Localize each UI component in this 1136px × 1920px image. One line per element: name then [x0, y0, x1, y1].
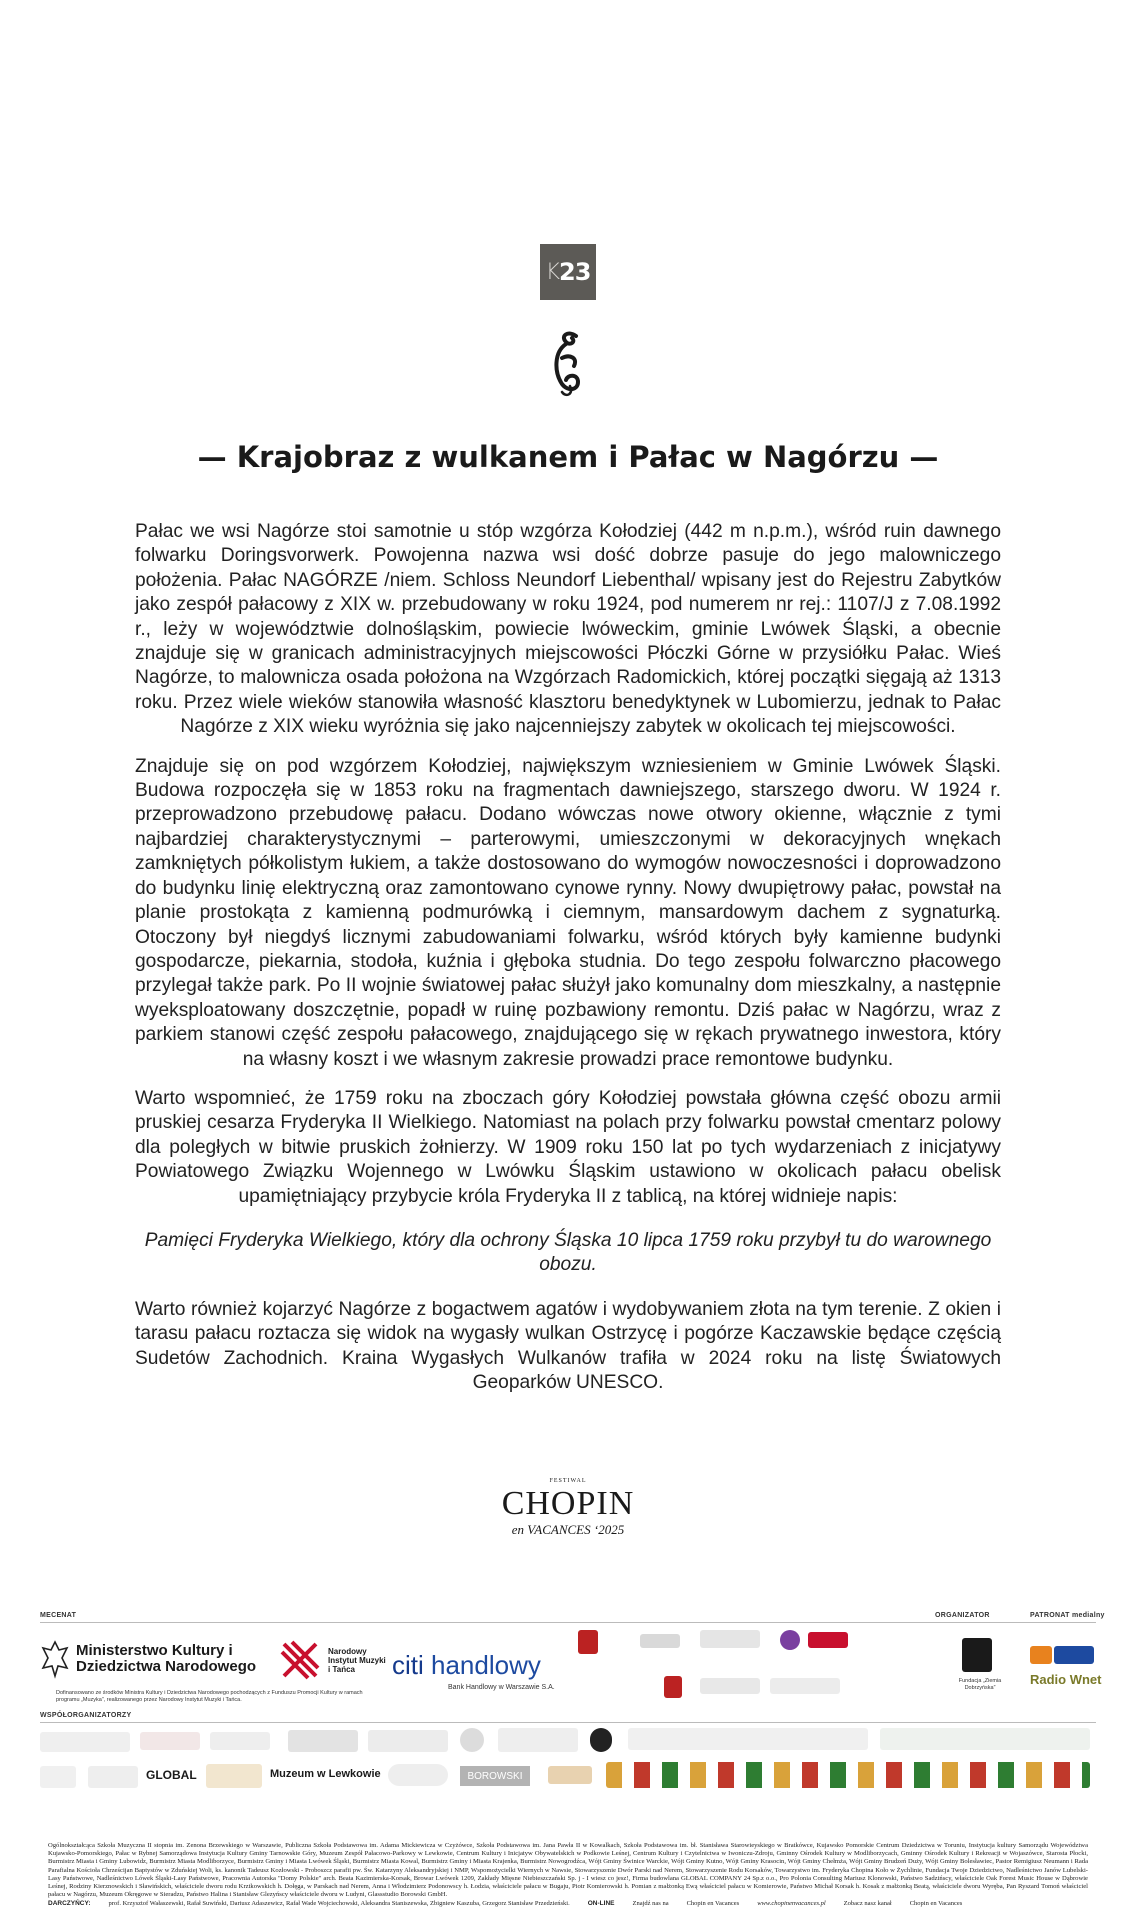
nimit-x-icon — [278, 1638, 322, 1682]
nifc-name: Narodowy Instytut Muzyki i Tańca — [328, 1646, 386, 1674]
organizator-label: ORGANIZATOR — [935, 1612, 990, 1619]
logo-placeholder-icon — [388, 1764, 448, 1786]
online-label: ON-LINE — [587, 1900, 615, 1907]
logo-placeholder-icon — [700, 1630, 760, 1648]
mkidn-logo — [40, 1638, 266, 1680]
youtube-link[interactable]: Chopin en Vacances — [909, 1900, 963, 1907]
website-link[interactable]: www.chopinenvacances.pl — [757, 1900, 826, 1907]
logo-placeholder-icon — [210, 1732, 270, 1750]
logo-strip-icon — [880, 1728, 1090, 1750]
sponsor-divider — [40, 1622, 1096, 1623]
mkidn-name: Ministerstwo Kultury i Dziedzictwa Narodowego — [76, 1642, 257, 1675]
bank-subtitle: Bank Handlowy w Warszawie S.A. — [448, 1684, 555, 1691]
eagle-icon — [40, 1638, 70, 1680]
mecenat-label: MECENAT — [40, 1612, 77, 1619]
logo-placeholder-icon — [368, 1730, 448, 1752]
logo-placeholder-icon — [206, 1764, 262, 1788]
logo-placeholder-icon — [808, 1632, 848, 1648]
logo-placeholder-icon — [40, 1766, 76, 1788]
badge-prefix: K — [545, 259, 560, 285]
paragraph-2: Znajduje się on pod wzgórzem Kołodziej, największym wzniesieniem w Gminie Lwówek Śląski. Budowa rozpoczęła się w 1853 roku na fragmentach dawniejszego, starszego dworu. W 1924 r. przeprowadzono przebudowę pałacu. Dodano wówczas nowe otwory okienne, włącznie z tymi najbardziej charakterystycznymi – parterowymi, umieszczonymi w dekoracyjnych wnękach zamkniętych półkolistym łukiem, a także dostosowano do wymogów nowoczesności i doprowadzono do budynku linię elektryczną oraz zamontowano cynowe rynny. Nowy dwupiętrowy pałac, powstał na planie prostokąta z kamienną podmurówką i ciemnym, mansardowym dachem z sygnaturką. Otoczony był niegdyś licznymi zabudowaniami folwarku, wśród których były kamienne budynki gospodarcze, piekarnia, stodoła, kuźnia i głęboka studnia. Do tego zespołu folwarczno płacowego przylegał także park. Po II wojnie światowej pałac służył jako komunalny dom mieszkalny, a następnie wyeksploatowany doszczętnie, popadł w ruinę pozbawiony remontu. Dziś pałac w Nagórzu, wraz z parkiem stanowi część zespołu pałacowego, znajdującego się w rękach prywatnego inwestora, który na własny koszt i we własnym zakresie prowadzi prace remontowe budynku. — [135, 755, 1001, 1070]
nifc-logo — [278, 1638, 388, 1682]
chopin-ornament-icon — [540, 328, 596, 400]
logo-placeholder-icon — [640, 1634, 680, 1648]
organizer-crest-icon — [962, 1638, 992, 1672]
donors-label: DARCZYŃCY: — [48, 1900, 91, 1907]
crest-icon — [664, 1676, 682, 1698]
logo-placeholder-icon — [700, 1678, 760, 1694]
festival-subtitle: en VACANCES ‘2025 — [511, 1522, 625, 1537]
rdc-logo-icon — [1054, 1646, 1094, 1664]
article-title: — Krajobraz z wulkanem i Pałac w Nagórzu — — [197, 440, 939, 474]
find-us-label: Znajdź nas na — [632, 1900, 669, 1907]
see-channel-label: Zobacz nasz kanał — [843, 1900, 892, 1907]
radio-logo-icon — [1030, 1646, 1052, 1664]
partners-text: Ogólnokształcąca Szkoła Muzyczna II stopnia im. Zenona Brzewskiego w Warszawie, Publiczna Szkoła Podstawowa im. Adama Mickiewicza w Czyżówce, Szkoła Podstawowa im. Jana Pawła II w Kowalkach, Szkoła Podstawowa im. bł. Stanisława Starowieyskiego w Bratkówce, Kujawsko Pomorskie Centrum Dziedzictwa w Toruniu, Instytucja kultury Samorządu Województwa Kujawsko-Pomorskiego, Pałac w Rybnej Samorządowa Instytucja Kultury Gminy Tarnowskie Góry, Muzeum Zespół Pałacowo-Parkowy w Lewkowie, Centrum Kultury i Inicjatyw Obywatelskich w Podkowie Leśnej, Centrum Kultury i Czytelnictwa w Iwoniczu-Zdroju, Gminny Ośrodek Kultury w Modliborzycach, Gminny Ośrodek Kultury i Rekreacji w Wojaszówce, Starosta Płocki, Burmistrz Miasta i Gminy Lubowidz, Burmistrz Miasta Modliborzyce, Burmistrz Gminy i Miasta Lwówek Śląski, Burmistrz Miasta Kowal, Burmistrz Gminy i Miasta Krajenka, Burmistrz Nowogrodźca, Wójt Gminy Świnice Warckie, Wójt Gminy Kutno, Wójt Gminy Krasocin, Wójt Gminy Chełmża, Wójt Gminy Brudzeń Duży, Wójt Gminy Bolesławiec, Pastor Remigiusz Neumann i Rada Parafialna Kościoła Chrześcijan Baptystów w Zduńskiej Woli, ks. kanonik Tadeusz Kozłowski - Proboszcz parafii pw. Św. Katarzyny Aleksandryjskiej i NMP, Wspomożycielki Wiernych w Nawsie, Stowarzyszenie Dwór Parski nad Nerem, Stowarzyszenie Rodu Korsaków, Towarzystwo im. Fryderyka Chopina Koło w Żychlinie, Fundacja Twoje Dziedzictwo, Nadleśnictwo Janów Lubelski-Lasy Państwowe, Nadleśnictwo Lówek Śląski-Lasy Państwowe, Pracownia Autorska "Domy Polskie" arch. Beata Kazimierska-Korsak, Browar Lwówek 1209, Zakłady Mięsne Niebieszczański Sp. j - I wiesz co jesz!, Firma budowlana GLOBAL COMPANY 24 Sp.z o.o., Pro Polonia Consulting Mariusz Klonowski, Państwo Sadzińscy, właściciele Oak Forest Music House w Dąbrowie Leśnej, Rodziny Kierznowskich i Sławińskich, właściciele dworu rodu Krztkowskich h. Dołęga, w Parskach nad Nerem, Anna i Włodzimierz Podonowscy h. Łodzia, właściciele pałacu w Bugaju, Piotr Komierowski h. Pomian z małżonką Ewą właściciel pałacu w Komierowie, Państwo Michał Korsak h. Kosak z małżonką Beatą, właściciele dworu Wyręba, Pan Ryszard Tomoń właściciel pałacu w Nagórzu, Muzeum Okręgowe w Sieradzu, Państwo Halina i Stanisław Glezyńscy właściciele dworu w Ludyni, Glassstudio Borowski GmbH. — [48, 1842, 1088, 1899]
organizer-name: Fundacja „Ziemia Dobrzyńska” — [958, 1678, 1002, 1691]
page-number-badge — [540, 244, 596, 300]
festival-name: CHOPIN — [501, 1485, 635, 1522]
article-body — [135, 520, 1001, 1410]
municipal-crests-strip — [606, 1762, 1090, 1788]
patronat-label: PATRONAT medialny — [1030, 1612, 1105, 1619]
logo-circle-icon — [780, 1630, 800, 1650]
funding-note: Dofinansowano ze środków Ministra Kultury i Dziedzictwa Narodowego pochodzących z Funduszu Promocji Kultury w ramach programu „Muzyka”, realizowanego przez Narodowy Instytut Muzyki i Tańca. — [56, 1690, 363, 1703]
logo-placeholder-icon — [140, 1732, 200, 1750]
global-logo: GLOBAL — [146, 1768, 197, 1782]
festival-logo — [490, 1478, 646, 1550]
paragraph-closing: Warto również kojarzyć Nagórze z bogactwem agatów i wydobywaniem złota na tym terenie. Z okien i tarasu pałacu roztacza się widok na wygasły wulkan Ostrzycę i pogórze Kaczawskie będące częścią Sudetów Zachodnich. Kraina Wygasłych Wulkanów trafiła w 2024 roku na listę Światowych Geoparków UNESCO. — [135, 1298, 1001, 1393]
logo-circle-icon — [460, 1728, 484, 1752]
logo-placeholder-icon — [88, 1766, 138, 1788]
inscription-quote: Pamięci Fryderyka Wielkiego, który dla ochrony Śląska 10 lipca 1759 roku przybył tu do warownego obozu. — [144, 1229, 992, 1276]
borowski-logo: BOROWSKI — [460, 1766, 530, 1786]
paragraph-3: Warto wspomnieć, że 1759 roku na zboczach góry Kołodziej powstała główna część obozu armii pruskiej cesarza Fryderyka II Wielkiego. Natomiast na polach przy folwarku powstał cmentarz polowy dla poległych w bitwie pruskich żołnierzy. W 1909 roku 150 lat po tych wydarzeniach z inicjatywy Powiatowego Związku Wojennego w Lwówku Śląskim ustawiono w okolicach pałacu obelisk upamiętniający przybycie króla Fryderyka II z tablicą, na której widnieje napis: — [135, 1087, 1001, 1207]
citi-word: citi — [392, 1650, 424, 1680]
festival-small-label: FESTIWAL — [549, 1478, 587, 1484]
radio-wnet-label: Radio Wnet — [1030, 1672, 1102, 1687]
donors-line — [48, 1900, 1088, 1907]
logo-placeholder-icon — [498, 1728, 578, 1752]
logo-placeholder-icon — [770, 1678, 840, 1694]
crest-icon — [578, 1630, 598, 1654]
paragraph-1: Pałac we wsi Nagórze stoi samotnie u stóp wzgórza Kołodziej (442 m n.p.m.), wśród ruin dawnego folwarku Doringsvorwerk. Powojenna nazwa wsi dość dobrze pasuje do jego malowniczego położenia. Pałac NAGÓRZE /niem. Schloss Neundorf Liebenthal/ wpisany jest do Rejestru Zabytków jako zespół pałacowy z XIX w. przebudowany w roku 1924, pod numerem nr rej.: 1107/J z 7.08.1992 r., leży w województwie dolnośląskim, powiecie lwóweckim, gminie Lwówek Śląski, a obecnie znajduje się w granicach administracyjnych miejscowości Płóczki Górne w przysiółku Pałac. Wieś Nagórze, to malownicza osada położona na Wzgórzach Radomickich, której początki sięgają aż 1313 roku. Przez wiele wieków stanowiła własność klasztoru benedyktynek w Lubomierzu, jednak to Pałac Nagórze z XIX wieku wyróżnia się jako najcenniejszy zabytek w okolicach tej miejscowości. — [135, 521, 1001, 738]
muzeum-logo: Muzeum w Lewkowie — [270, 1768, 381, 1780]
logo-strip-icon — [628, 1728, 868, 1750]
wspolorganizatorzy-label: WSPÓŁORGANIZATORZY — [40, 1712, 132, 1719]
logo-placeholder-icon — [40, 1732, 130, 1752]
badge-number: 23 — [559, 258, 591, 286]
sponsor-divider — [40, 1722, 1096, 1723]
facebook-link[interactable]: Chopin en Vacances — [686, 1900, 740, 1907]
donors-names: prof. Krzysztof Wałaszewski, Rafał Suwiński, Dariusz Adaszewicz, Rafał Wade Wojciechowski, Aleksandra Staniszewska, Zbigniew Kaszuba, Grzegorz Stanisław Przedzieński. — [108, 1900, 570, 1907]
logo-circle-icon — [590, 1728, 612, 1752]
handlowy-word: handlowy — [431, 1650, 541, 1680]
citi-logo — [392, 1650, 541, 1681]
logo-placeholder-icon — [288, 1730, 358, 1752]
logo-placeholder-icon — [548, 1766, 592, 1784]
